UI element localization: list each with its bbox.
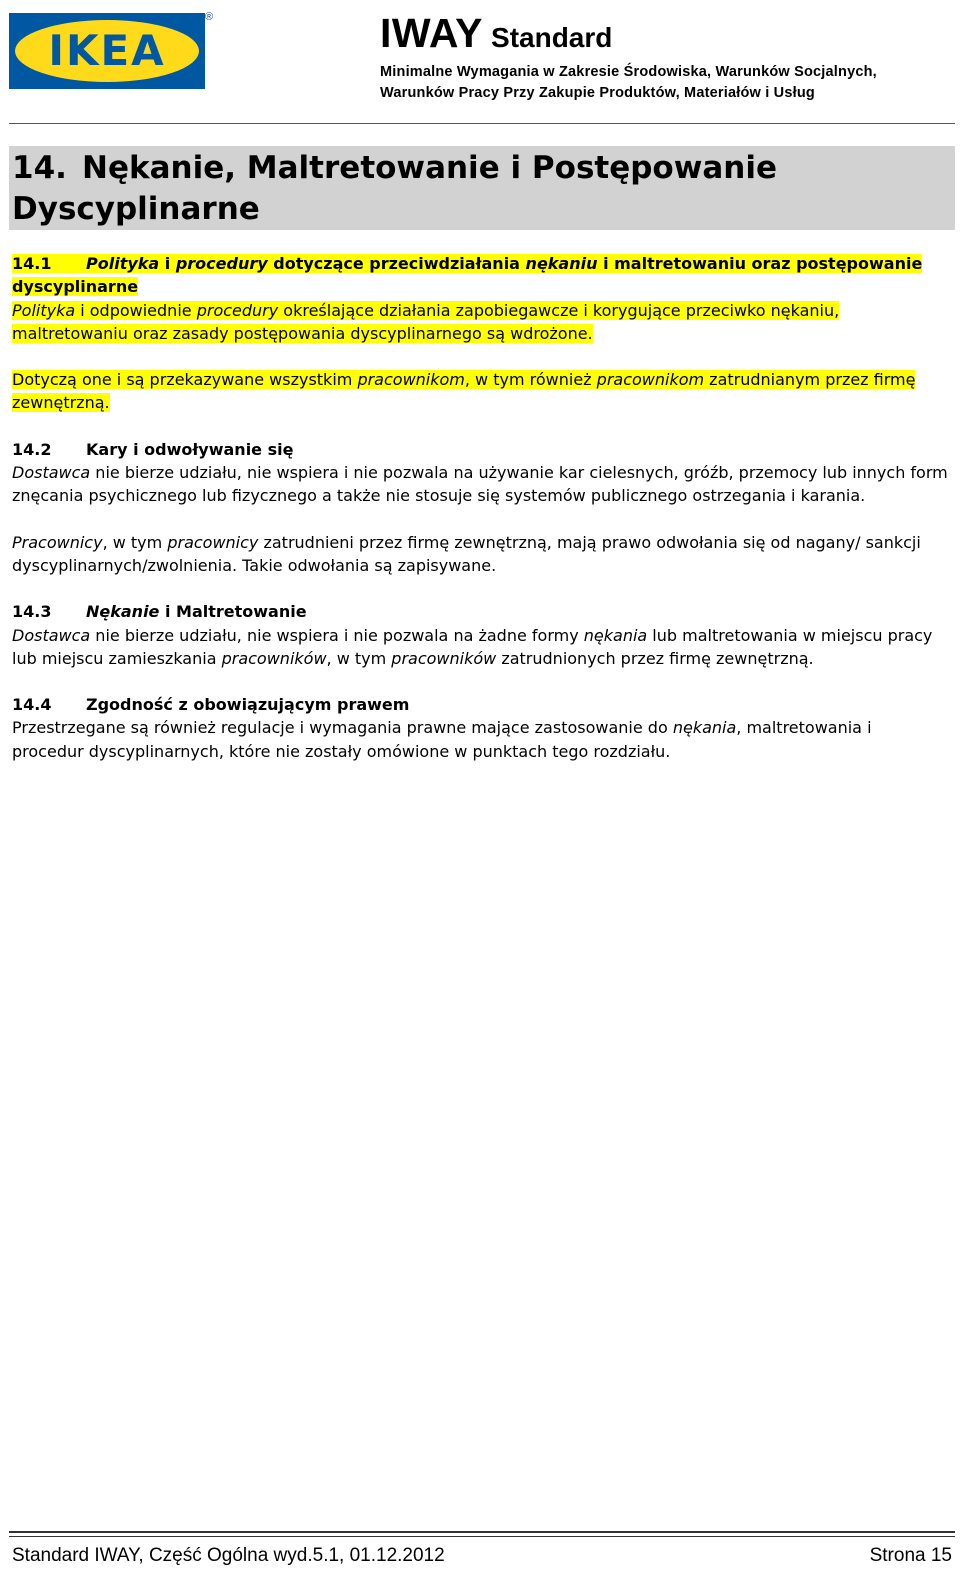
spacer (12, 577, 952, 600)
text: określające działania zapobiegawcze i korygujące przeciwko nękaniu, (278, 300, 840, 320)
section-14-3-heading (12, 600, 952, 623)
section-14-4-heading (12, 693, 952, 716)
brand-main: IWAY (380, 10, 484, 56)
section-number: 14.2 (12, 439, 52, 459)
section-heading-text: Kary i odwoływanie się (86, 439, 294, 459)
spacer (12, 345, 952, 368)
text: zatrudnieni przez firmę zewnętrzną, mają prawo odwołania się od nagany/ sankcji (258, 532, 921, 552)
heading-text: dotyczące przeciwdziałania (267, 254, 526, 273)
subtitle-line-2: Warunków Pracy Przy Zakupie Produktów, Materiałów i Usług (380, 85, 815, 101)
subtitle-line-1: Minimalne Wymagania w Zakresie Środowiska, Warunków Socjalnych, (380, 64, 877, 80)
ikea-logo (9, 13, 219, 91)
section-14-2-paragraph-1 (12, 461, 952, 508)
term: Polityka (12, 300, 76, 320)
heading-text: i (159, 254, 176, 273)
heading-text: i Maltretowanie (159, 602, 307, 622)
heading-term: Nękanie (86, 602, 160, 622)
heading-term: Polityka (86, 254, 160, 273)
footer-divider-thin (9, 1536, 955, 1537)
text: procedur dyscyplinarnych, które nie zostały omówione w punktach tego rozdziału. (12, 741, 671, 761)
footer-document-info: Standard IWAY, Część Ogólna wyd.5.1, 01.12.2012 (12, 1545, 445, 1566)
highlight (12, 370, 915, 389)
text: dyscyplinarnych/zwolnienia. Takie odwołania są zapisywane. (12, 555, 497, 575)
ikea-logo-text: IKEA (48, 26, 166, 75)
term: pracowników (391, 648, 497, 668)
text: znęcania psychicznego lub fizycznego a także nie stosuje się systemów publicznego ostrzegania i karania. (12, 486, 866, 506)
spacer (12, 415, 952, 438)
term: pracownikom (596, 370, 705, 390)
text: lub maltretowania w miejscu pracy (647, 625, 933, 645)
section-heading-text: Zgodność z obowiązującym prawem (86, 695, 410, 715)
term: procedury (196, 300, 279, 320)
spacer (12, 670, 952, 693)
text: lub miejscu zamieszkania (12, 648, 222, 668)
section-number: 14.1 (12, 254, 52, 273)
section-number: 14.3 (12, 602, 52, 622)
term: nękania (672, 718, 737, 738)
term: Dostawca (12, 625, 91, 645)
text: zatrudnionych przez firmę zewnętrzną. (496, 648, 814, 668)
spacer (12, 508, 952, 531)
section-14-1-paragraph-1 (12, 299, 952, 346)
chapter-title-band (9, 146, 955, 230)
term: pracownicy (167, 532, 259, 552)
section-14-2-paragraph-2 (12, 531, 952, 578)
chapter-title (12, 148, 777, 230)
text: i odpowiednie (75, 300, 197, 320)
section-14-3-paragraph-1 (12, 624, 952, 671)
footer-divider (9, 1531, 955, 1533)
document-body (12, 252, 952, 763)
section-14-2-heading (12, 438, 952, 461)
heading-text: i maltretowaniu oraz postępowanie (597, 254, 923, 273)
highlight: zewnętrzną. (12, 393, 110, 413)
highlight (12, 301, 839, 320)
header-divider (9, 123, 955, 124)
registered-mark: ® (205, 11, 214, 23)
term: pracownikom (357, 370, 465, 390)
header-subtitle (380, 62, 877, 104)
section-14-1-heading (12, 252, 952, 299)
text: , w tym (102, 532, 168, 552)
term: nękania (583, 625, 648, 645)
text: , w tym również (464, 370, 597, 390)
brand-title (380, 10, 612, 57)
term: Dostawca (12, 463, 91, 483)
highlight: maltretowaniu oraz zasady postępowania dyscyplinarnego są wdrożone. (12, 323, 593, 343)
text: , w tym (326, 648, 392, 668)
highlight (12, 254, 922, 273)
chapter-title-line-2: Dyscyplinarne (12, 191, 260, 227)
text: , maltretowania i (736, 718, 872, 738)
footer-page-number: Strona 15 (869, 1545, 952, 1566)
text: zatrudnianym przez firmę (704, 370, 916, 390)
text: nie bierze udziału, nie wspiera i nie pozwala na żadne formy (90, 625, 584, 645)
text: Przestrzegane są również regulacje i wymagania prawne mające zastosowanie do (12, 718, 673, 738)
section-14-4-paragraph-1 (12, 716, 952, 763)
highlight: dyscyplinarne (12, 277, 139, 297)
term: pracowników (221, 648, 327, 668)
section-14-1-paragraph-2 (12, 368, 952, 415)
term: Pracownicy (12, 532, 103, 552)
text: Dotyczą one i są przekazywane wszystkim (12, 370, 358, 390)
heading-term: nękaniu (525, 254, 598, 273)
chapter-number: 14. (12, 150, 67, 186)
section-number: 14.4 (12, 695, 52, 715)
text: nie bierze udziału, nie wspiera i nie pozwala na używanie kar cielesnych, gróźb, przemocy lub innych form (90, 463, 948, 483)
ikea-logo-graphic (9, 13, 205, 89)
heading-term: procedury (175, 254, 268, 273)
chapter-title-line-1: Nękanie, Maltretowanie i Postępowanie (82, 150, 778, 186)
brand-sub: Standard (491, 22, 613, 53)
